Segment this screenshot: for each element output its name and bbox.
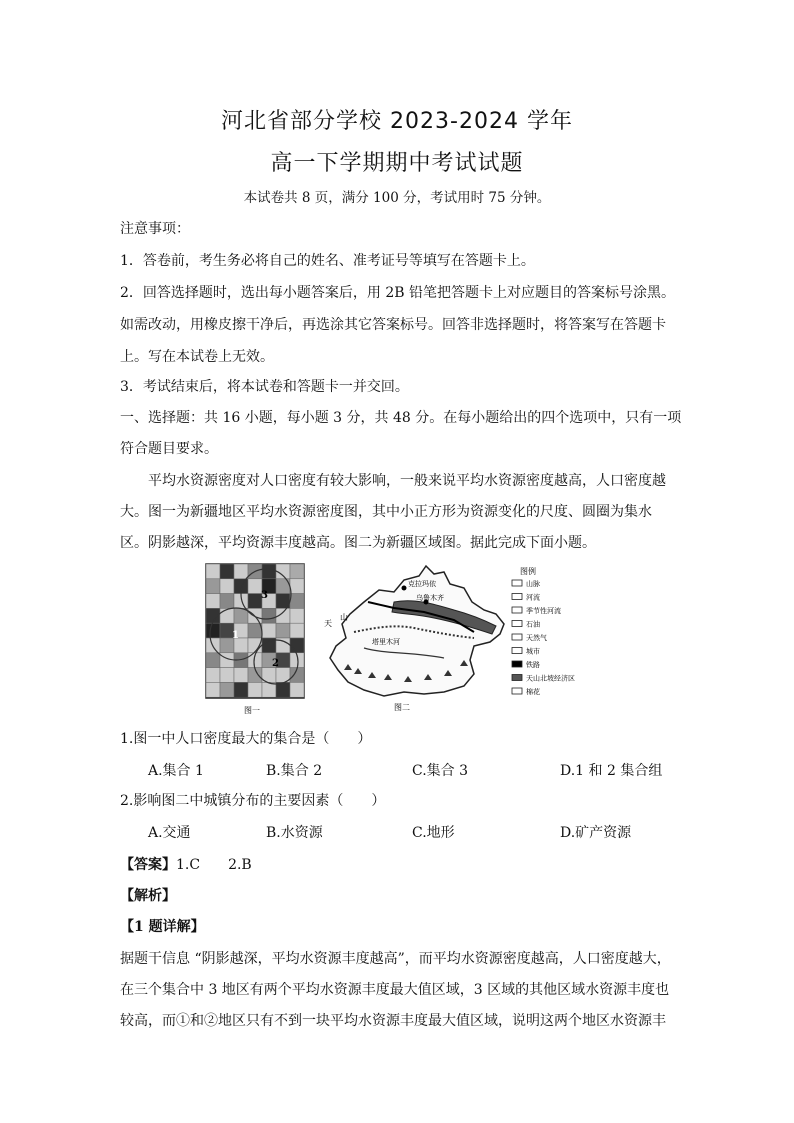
legend-symbol — [512, 634, 522, 640]
answer-label: 【答案】 — [120, 857, 176, 873]
label-tarim: 塔里木河 — [372, 638, 400, 646]
grid-cell — [220, 668, 234, 683]
note-2-line-b: 如需改动，用橡皮擦干净后，再选涂其它答案标号。回答非选择题时，将答案写在答题卡 — [120, 317, 666, 333]
legend-label: 天然气 — [526, 634, 547, 642]
legend-label: 河流 — [526, 593, 540, 602]
detail-heading: 【1 题详解】 — [120, 919, 205, 935]
exam-title-line1: 河北省部分学校 2023-2024 学年 — [221, 109, 573, 134]
notes-heading: 注意事项： — [120, 221, 190, 237]
label-shan: 山 — [340, 613, 348, 622]
passage-line-3: 区。阴影越深，平均资源丰度越高。图二为新疆区域图。据此完成下面小题。 — [120, 535, 596, 551]
figure1-grid — [206, 564, 304, 715]
grid-cell — [234, 682, 248, 697]
grid-cell — [290, 594, 304, 609]
note-1: 1．答卷前，考生务必将自己的姓名、准考证号等填写在答题卡上。 — [120, 253, 535, 269]
legend-symbol — [512, 607, 522, 613]
q2-option-b[interactable]: B.水资源 — [266, 825, 323, 841]
q1-option-a[interactable]: A.集合 1 — [148, 763, 204, 779]
note-3: 3．考试结束后，将本试卷和答题卡一并交回。 — [120, 379, 409, 395]
grid-cell — [220, 608, 234, 623]
grid-cell — [220, 682, 234, 697]
grid-cell — [234, 564, 248, 579]
grid-cell — [290, 564, 304, 579]
circle-label-3: 3 — [261, 590, 268, 601]
grid-cell — [262, 564, 276, 579]
legend-symbol — [512, 580, 522, 586]
question-2-stem: 2.影响图二中城镇分布的主要因素（ ） — [120, 793, 386, 809]
passage-line-2: 大。图一为新疆地区平均水资源密度图，其中小正方形为资源变化的尺度、圆圈为集水 — [120, 504, 652, 520]
figure1-caption: 图一 — [244, 706, 260, 715]
label-urumqi: 乌鲁木齐 — [416, 594, 444, 602]
grid-cell — [262, 608, 276, 623]
grid-cell — [262, 682, 276, 697]
legend-label: 城市 — [526, 647, 540, 656]
label-tian: 天 — [324, 619, 332, 628]
legend-symbol — [512, 648, 522, 654]
q1-option-b[interactable]: B.集合 2 — [266, 763, 323, 779]
section-heading-b: 符合题目要求。 — [120, 441, 218, 457]
section-heading-a: 一、选择题：共 16 小题，每小题 3 分，共 48 分。在每小题给出的四个选项中，只有一项 — [120, 410, 682, 426]
legend-label: 铁路 — [526, 661, 540, 669]
legend-label: 季节性河流 — [526, 607, 561, 615]
grid-cell — [234, 608, 248, 623]
grid-cell — [276, 623, 290, 638]
grid-cell — [248, 579, 262, 594]
q2-option-a[interactable]: A.交通 — [148, 825, 191, 841]
grid-cell — [290, 623, 304, 638]
passage-line-1: 平均水资源密度对人口密度有较大影响，一般来说平均水资源密度越高，人口密度越 — [148, 473, 666, 489]
grid-cell — [206, 682, 220, 697]
legend-symbol — [512, 661, 522, 667]
q1-option-d[interactable]: D.1 和 2 集合组 — [560, 763, 663, 779]
note-2-line-c: 上。写在本试卷上无效。 — [120, 349, 274, 365]
legend-title: 图例 — [520, 567, 536, 576]
grid-cell — [206, 579, 220, 594]
grid-cell — [220, 594, 234, 609]
circle-label-2: 2 — [272, 658, 279, 669]
question-1-stem: 1.图一中人口密度最大的集合是（ ） — [120, 731, 372, 747]
grid-cell — [234, 668, 248, 683]
grid-cell — [220, 564, 234, 579]
q1-option-c[interactable]: C.集合 3 — [412, 763, 469, 779]
grid-cell — [290, 682, 304, 697]
legend-symbol — [512, 594, 522, 600]
figure2-legend — [512, 566, 575, 696]
grid-cell — [290, 579, 304, 594]
q2-option-c[interactable]: C.地形 — [412, 825, 455, 841]
legend-symbol — [512, 688, 522, 694]
legend-label: 石油 — [526, 620, 540, 629]
exam-subtitle: 本试卷共 8 页，满分 100 分，考试用时 75 分钟。 — [243, 190, 551, 206]
legend-label: 天山北坡经济区 — [526, 674, 575, 683]
grid-cell — [248, 682, 262, 697]
figure2-map — [324, 566, 504, 712]
circle-label-1: 1 — [232, 630, 239, 641]
answer-line — [120, 854, 252, 874]
legend-symbol — [512, 675, 522, 681]
grid-cell — [206, 653, 220, 668]
q2-option-d[interactable]: D.矿产资源 — [560, 825, 632, 841]
figure2-caption: 图二 — [394, 703, 410, 712]
grid-cell — [206, 623, 220, 638]
detail-line-3: 较高，而①和②地区只有不到一块平均水资源丰度最大值区域，说明这两个地区水资源丰 — [120, 1013, 666, 1029]
note-2-line-a: 2．回答选择题时，选出每小题答案后，用 2B 铅笔把答题卡上对应题目的答案标号涂黑。 — [120, 285, 676, 301]
grid-cell — [248, 623, 262, 638]
legend-symbol — [512, 621, 522, 627]
detail-line-2: 在三个集合中 3 地区有两个平均水资源丰度最大值区域，3 区域的其他区域水资源丰度也 — [120, 982, 670, 998]
grid-cell — [206, 564, 220, 579]
grid-cell — [206, 594, 220, 609]
exam-title-line2: 高一下学期期中考试试题 — [270, 151, 524, 176]
grid-cell — [290, 638, 304, 653]
answer-values: 1.C 2.B — [176, 857, 252, 873]
label-karamay: 克拉玛依 — [408, 580, 436, 588]
grid-cell — [248, 594, 262, 609]
grid-cell — [276, 564, 290, 579]
grid-cell — [276, 682, 290, 697]
legend-label: 山脉 — [526, 580, 540, 588]
detail-line-1: 据题干信息 “阴影越深，平均水资源丰度越高”，而平均水资源密度越高，人口密度越大， — [120, 951, 671, 967]
grid-cell — [290, 608, 304, 623]
grid-cell — [206, 668, 220, 683]
figures — [204, 562, 594, 716]
grid-cell — [220, 579, 234, 594]
analysis-label: 【解析】 — [120, 888, 176, 904]
grid-cell — [262, 623, 276, 638]
legend-label: 棉花 — [526, 688, 540, 696]
